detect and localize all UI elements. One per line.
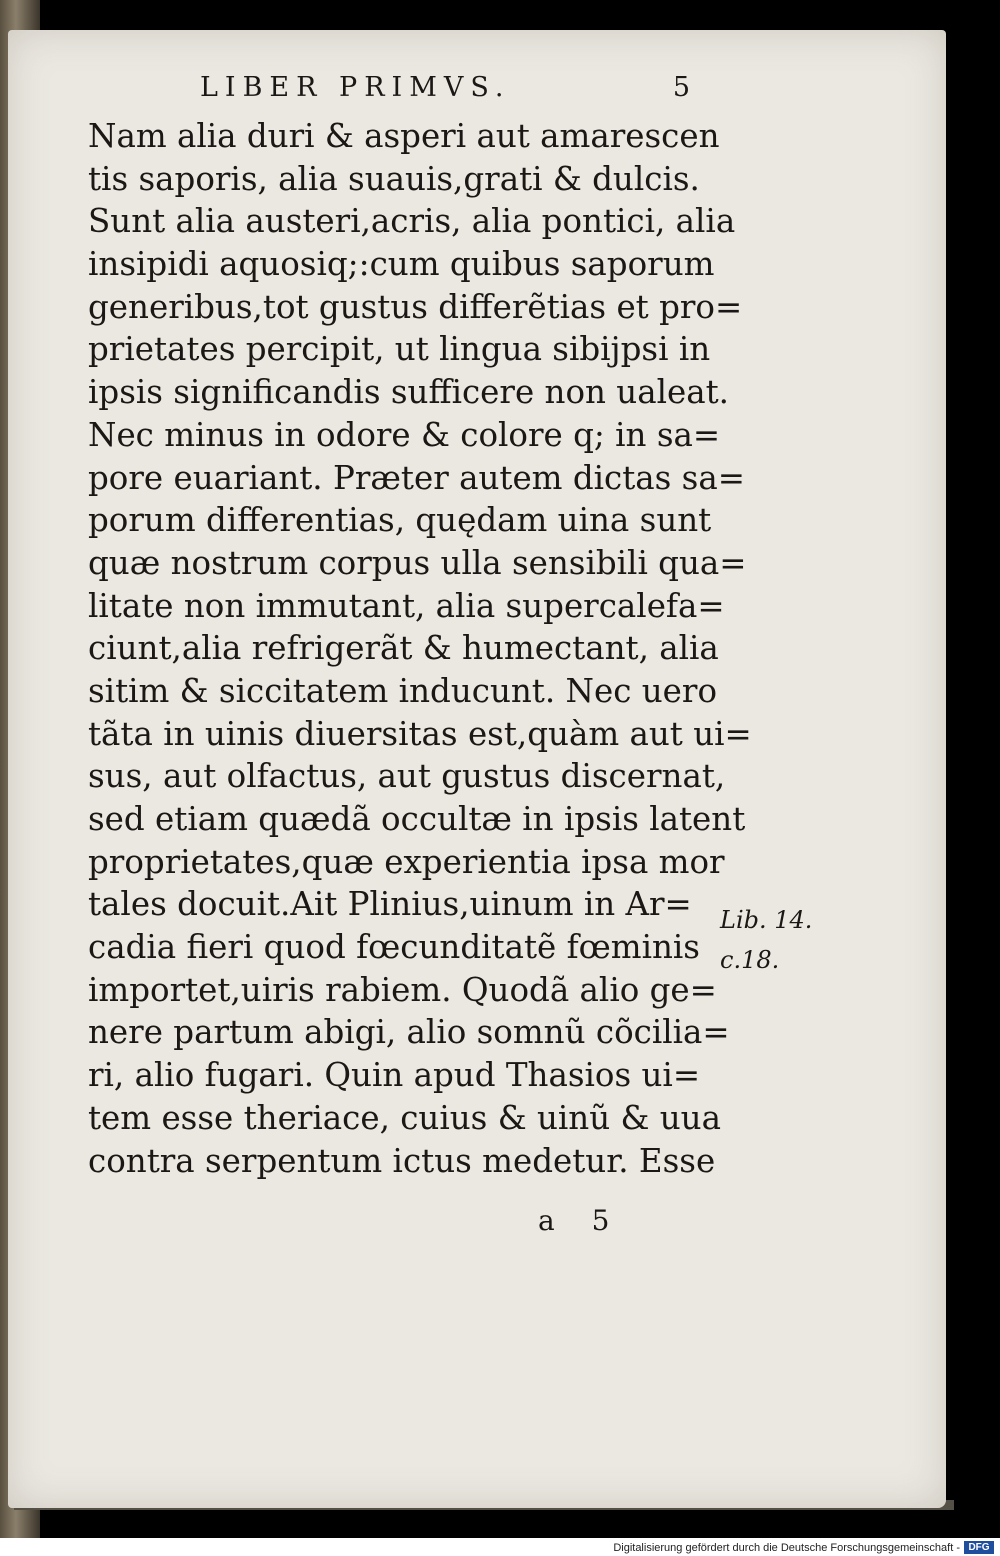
text-line: Sunt alia austeri,acris, alia pontici, alia: [88, 202, 736, 241]
text-line: sitim & siccitatem inducunt. Nec uero: [88, 671, 718, 710]
text-line: insipidi aquosiq;:cum quibus saporum: [88, 245, 715, 284]
margin-notes: [720, 900, 860, 980]
text-line: pore euariant. Præter autem dictas sa=: [88, 458, 745, 497]
text-line: importet,uiris rabiem. Quodã alio ge=: [88, 970, 717, 1009]
text-line: Nam alia duri & asperi aut amarescen: [88, 117, 720, 155]
running-title: LIBER PRIMVS.: [200, 72, 511, 103]
text-line: ri, alio fugari. Quin apud Thasios ui=: [88, 1056, 701, 1095]
footer-credit: Digitalisierung gefördert durch die Deutsche Forschungsgemeinschaft -: [613, 1542, 960, 1554]
text-line: quæ nostrum corpus ulla sensibili qua=: [88, 543, 747, 582]
margin-note: c.18.: [720, 946, 780, 974]
text-line: ciunt,alia refrigerãt & humectant, alia: [88, 629, 719, 668]
text-line: sus, aut olfactus, aut gustus discernat,: [88, 757, 726, 796]
text-line: cadia fieri quod fœcunditatẽ fœminis: [88, 928, 700, 967]
text-line: porum differentias, quędam uina sunt: [88, 501, 712, 540]
text-line: nere partum abigi, alio somnũ cõcilia=: [88, 1013, 730, 1052]
text-line: tãta in uinis diuersitas est,quàm aut ui=: [88, 714, 752, 753]
text-line: sed etiam quædã occultæ in ipsis latent: [88, 800, 746, 838]
text-line: Nec minus in odore & colore q; in sa=: [88, 415, 721, 454]
text-line: proprietates,quæ experientia ipsa mor: [88, 842, 725, 881]
dfg-logo: DFG: [964, 1541, 994, 1554]
text-line: ipsis significandis sufficere non ualeat.: [88, 373, 729, 412]
running-header: [200, 72, 700, 112]
page-number: 5: [672, 72, 690, 103]
text-line: tales docuit.Ait Plinius,uinum in Ar=: [88, 885, 692, 924]
text-line: generibus,tot gustus differẽtias et pro=: [88, 287, 743, 326]
text-line: prietates percipit, ut lingua sibijpsi in: [88, 330, 711, 369]
text-line: litate non immutant, alia supercalefa=: [88, 586, 725, 625]
text-line: tem esse theriace, cuius & uinũ & uua: [88, 1098, 721, 1137]
margin-note: Lib. 14.: [720, 906, 813, 934]
signature-mark: a 5: [538, 1204, 624, 1237]
text-line: tis saporis, alia suauis,grati & dulcis.: [88, 159, 700, 198]
text-line: contra serpentum ictus medetur. Esse: [88, 1141, 716, 1180]
